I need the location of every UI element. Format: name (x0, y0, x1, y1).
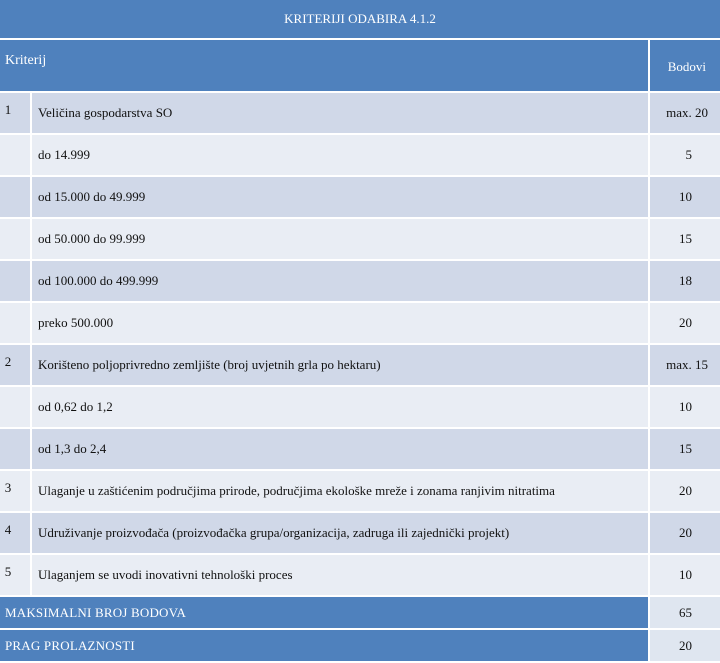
table-row (0, 135, 720, 177)
row-points: max. 15 (650, 345, 720, 387)
row-number: 1 (0, 93, 32, 135)
row-points: max. 20 (650, 93, 720, 135)
row-points: 10 (650, 387, 720, 429)
threshold-label: PRAG PROLAZNOSTI (0, 630, 650, 663)
row-number: 4 (0, 513, 32, 555)
row-description: od 15.000 do 49.999 (32, 177, 650, 219)
row-number: 5 (0, 555, 32, 597)
row-description: Udruživanje proizvođača (proizvođačka grupa/organizacija, zadruga ili zajednički projekt) (32, 513, 650, 555)
table-row (0, 513, 720, 555)
slide-title: KRITERIJI ODABIRA 4.1.2 (0, 0, 720, 38)
row-description: Ulaganjem se uvodi inovativni tehnološki proces (32, 555, 650, 597)
row-points: 18 (650, 261, 720, 303)
row-number (0, 429, 32, 471)
table-row (0, 429, 720, 471)
row-description: od 100.000 do 499.999 (32, 261, 650, 303)
table-row (0, 471, 720, 513)
row-points: 5 (650, 135, 720, 177)
row-points: 20 (650, 471, 720, 513)
row-description: od 1,3 do 2,4 (32, 429, 650, 471)
criteria-table (0, 40, 720, 663)
table-header-row (0, 40, 720, 93)
table-row (0, 177, 720, 219)
row-points: 10 (650, 555, 720, 597)
row-description: Korišteno poljoprivredno zemljište (broj uvjetnih grla po hektaru) (32, 345, 650, 387)
row-description: preko 500.000 (32, 303, 650, 345)
row-points: 20 (650, 513, 720, 555)
row-points: 20 (650, 303, 720, 345)
table-row (0, 387, 720, 429)
row-description: Ulaganje u zaštićenim područjima prirode, područjima ekološke mreže i zonama ranjivim nitratima (32, 471, 650, 513)
row-description: do 14.999 (32, 135, 650, 177)
row-points: 10 (650, 177, 720, 219)
table-row (0, 555, 720, 597)
row-number: 2 (0, 345, 32, 387)
table-row (0, 219, 720, 261)
row-number (0, 387, 32, 429)
row-number (0, 135, 32, 177)
row-number (0, 303, 32, 345)
table-row (0, 345, 720, 387)
row-number (0, 177, 32, 219)
row-number: 3 (0, 471, 32, 513)
max-points-value: 65 (650, 597, 720, 630)
row-description: od 50.000 do 99.999 (32, 219, 650, 261)
threshold-value: 20 (650, 630, 720, 663)
row-points: 15 (650, 219, 720, 261)
table-row (0, 93, 720, 135)
table-row (0, 303, 720, 345)
row-number (0, 261, 32, 303)
header-points: Bodovi (650, 40, 720, 93)
threshold-row (0, 630, 720, 663)
row-points: 15 (650, 429, 720, 471)
row-number (0, 219, 32, 261)
max-points-label: MAKSIMALNI BROJ BODOVA (0, 597, 650, 630)
row-description: od 0,62 do 1,2 (32, 387, 650, 429)
header-criterion: Kriterij (0, 40, 650, 93)
row-description: Veličina gospodarstva SO (32, 93, 650, 135)
table-row (0, 261, 720, 303)
total-row (0, 597, 720, 630)
